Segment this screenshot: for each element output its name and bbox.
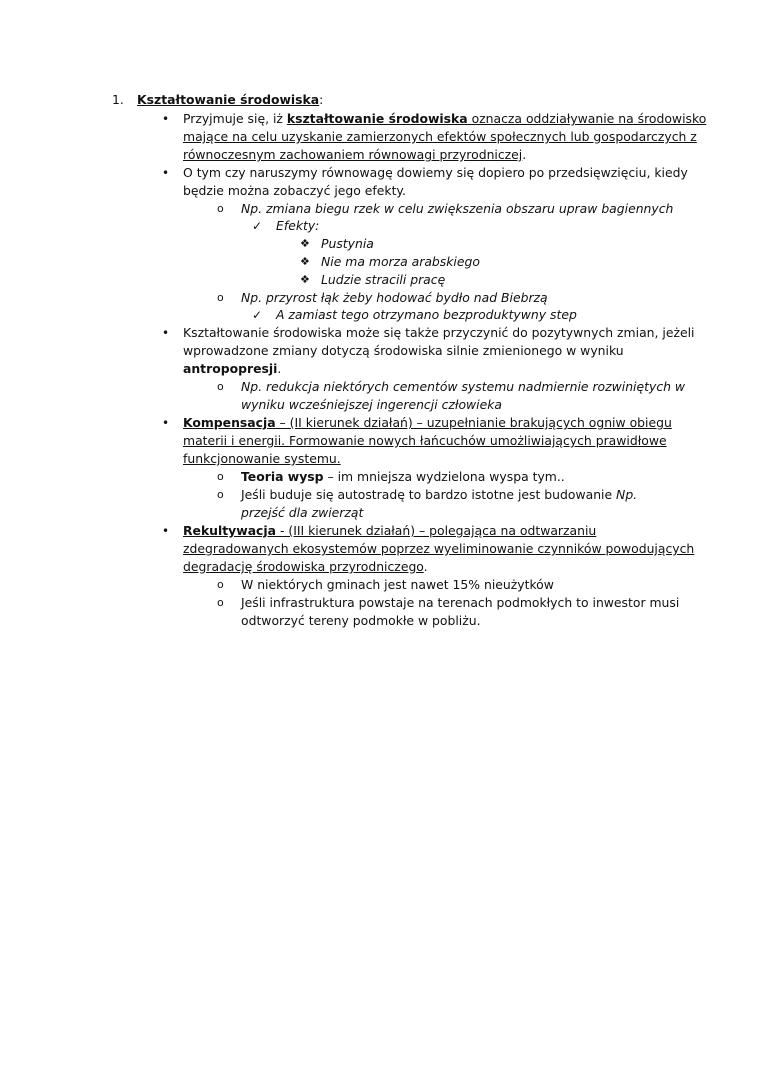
effect-item: Pustynia bbox=[321, 236, 374, 251]
bullet3-line3-end: . bbox=[277, 361, 282, 376]
check-icon: ✓ bbox=[252, 308, 263, 322]
bullet4-sub2-text: Jeśli buduje się autostradę to bardzo istotne jest budowanie bbox=[241, 487, 617, 502]
bullet5-line2: zdegradowanych ekosystemów poprzez wyeliminowanie czynników powodujących bbox=[183, 541, 695, 556]
bullet5-line3 bbox=[183, 558, 428, 576]
bullet3-line1: Kształtowanie środowiska może się także przyczynić do pozytywnych zmian, jeżeli bbox=[183, 325, 695, 340]
bullet1-line1 bbox=[183, 110, 706, 128]
bullet1-term: kształtowanie środowiska bbox=[286, 111, 468, 126]
bullet2-check2: A zamiast tego otrzymano bezproduktywny step bbox=[276, 307, 577, 322]
bullet1-line3 bbox=[183, 146, 526, 164]
check-icon: ✓ bbox=[252, 219, 263, 233]
bullet-icon: • bbox=[162, 416, 170, 430]
bullet2-line2: będzie można zobaczyć jego efekty. bbox=[183, 183, 406, 198]
circle-bullet-icon: o bbox=[217, 380, 224, 393]
bullet4-line3: funkcjonowanie systemu. bbox=[183, 451, 341, 466]
effect-item: Nie ma morza arabskiego bbox=[321, 254, 480, 269]
diamond-icon: ❖ bbox=[300, 255, 310, 268]
bullet3-sub1-line2: wyniku wcześniejszej ingerencji człowieka bbox=[241, 397, 502, 412]
section-heading bbox=[137, 91, 323, 109]
bullet4-sub2-line2: przejść dla zwierząt bbox=[241, 505, 364, 520]
bullet4-sub1-term: Teoria wysp bbox=[241, 469, 324, 484]
circle-bullet-icon: o bbox=[217, 488, 224, 501]
bullet5-line3-end: . bbox=[423, 559, 428, 574]
bullet2-check1: Efekty: bbox=[276, 218, 320, 233]
bullet-icon: • bbox=[162, 112, 170, 126]
diamond-icon: ❖ bbox=[300, 273, 310, 286]
bullet5-term: Rekultywacja bbox=[183, 523, 277, 538]
bullet1-text-a: Przyjmuje się, iż bbox=[183, 111, 287, 126]
bullet4-term: Kompensacja bbox=[183, 415, 276, 430]
bullet2-line1: O tym czy naruszymy równowagę dowiemy się dopiero po przedsięwzięciu, kiedy bbox=[183, 165, 688, 180]
bullet4-sub2-line1 bbox=[241, 486, 637, 504]
bullet-icon: • bbox=[162, 326, 170, 340]
diamond-icon: ❖ bbox=[300, 237, 310, 250]
bullet4-line1 bbox=[183, 414, 672, 432]
circle-bullet-icon: o bbox=[217, 470, 224, 483]
bullet5-line1 bbox=[183, 522, 596, 540]
section-title-suffix: : bbox=[319, 92, 324, 107]
bullet1-text-b: oznacza oddziaływanie na środowisko bbox=[467, 111, 707, 126]
bullet3-term: antropopresji bbox=[183, 361, 278, 376]
bullet1-line3-end: . bbox=[522, 147, 527, 162]
bullet3-line2: wprowadzone zmiany dotyczą środowiska silnie zmienionego w wyniku bbox=[183, 343, 624, 358]
bullet5-sub1: W niektórych gminach jest nawet 15% nieużytków bbox=[241, 577, 554, 592]
bullet1-line2: mające na celu uzyskanie zamierzonych efektów społecznych lub gospodarczych z bbox=[183, 129, 697, 144]
bullet4-sub1 bbox=[241, 468, 565, 486]
circle-bullet-icon: o bbox=[217, 578, 224, 591]
bullet4-sub1-rest: – im mniejsza wydzielona wyspa tym.. bbox=[323, 469, 565, 484]
bullet5-sub2-line2: odtworzyć tereny podmokłe w pobliżu. bbox=[241, 613, 481, 628]
section-title: Kształtowanie środowiska bbox=[137, 92, 320, 107]
section-number: 1. bbox=[112, 92, 124, 107]
bullet5-line1-rest: - (III kierunek działań) – polegająca na odtwarzaniu bbox=[276, 523, 597, 538]
bullet2-sub1: Np. zmiana biegu rzek w celu zwiększenia obszaru upraw bagiennych bbox=[241, 201, 674, 216]
bullet2-sub2: Np. przyrost łąk żeby hodować bydło nad Biebrzą bbox=[241, 290, 548, 305]
bullet5-line3-text: degradację środowiska przyrodniczego bbox=[183, 559, 424, 574]
circle-bullet-icon: o bbox=[217, 596, 224, 609]
bullet5-sub2-line1: Jeśli infrastruktura powstaje na terenach podmokłych to inwestor musi bbox=[241, 595, 680, 610]
bullet4-line1-rest: – (II kierunek działań) – uzupełnianie brakujących ogniw obiegu bbox=[275, 415, 672, 430]
bullet-icon: • bbox=[162, 166, 170, 180]
bullet4-line2: materii i energii. Formowanie nowych łańcuchów umożliwiających prawidłowe bbox=[183, 433, 667, 448]
bullet3-line3 bbox=[183, 360, 281, 378]
bullet3-sub1-line1: Np. redukcja niektórych cementów systemu nadmiernie rozwiniętych w bbox=[241, 379, 686, 394]
bullet-icon: • bbox=[162, 524, 170, 538]
circle-bullet-icon: o bbox=[217, 202, 224, 215]
effect-item: Ludzie stracili pracę bbox=[321, 272, 446, 287]
circle-bullet-icon: o bbox=[217, 291, 224, 304]
bullet4-sub2-np: Np. bbox=[616, 487, 638, 502]
bullet1-line3-text: równoczesnym zachowaniem równowagi przyrodniczej bbox=[183, 147, 523, 162]
